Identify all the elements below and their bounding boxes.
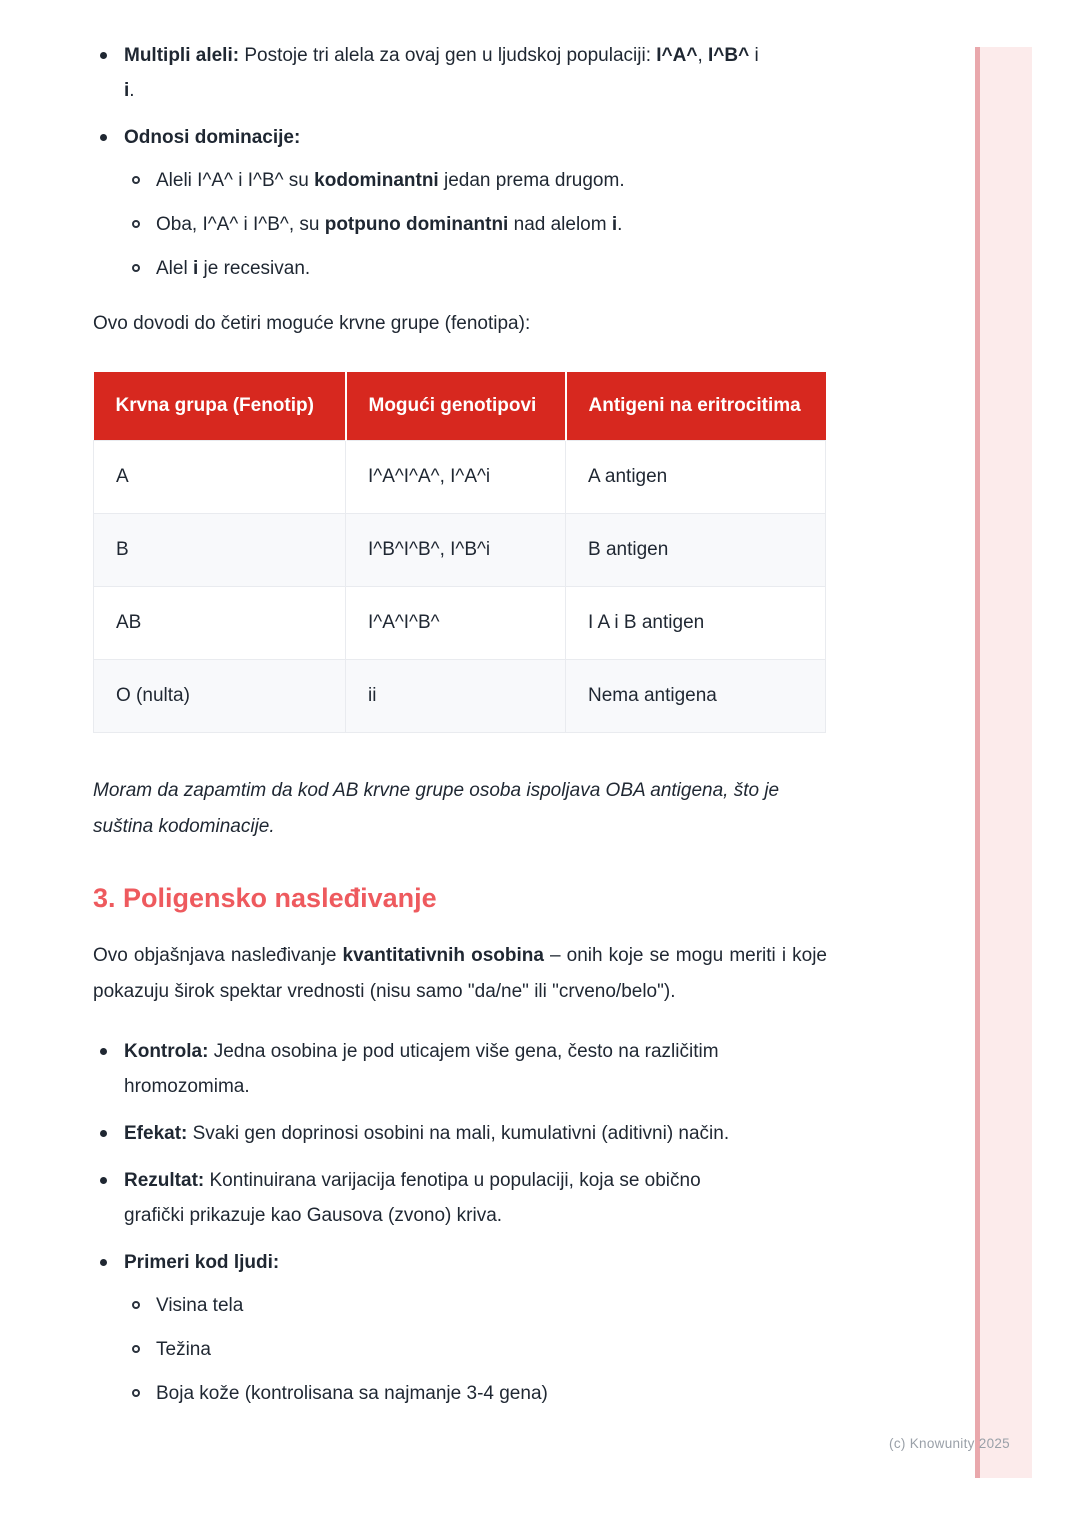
table-cell: I^B^I^B^, I^B^i: [346, 514, 566, 587]
page-edge-accent-bar: [975, 47, 1032, 1478]
sub-list-item-text: Alel i je recesivan.: [156, 258, 311, 279]
sub-list-item: [124, 251, 827, 286]
bullet-marker-icon: [100, 1177, 107, 1184]
bullet-marker-icon: [100, 1048, 107, 1055]
table-row: [94, 514, 826, 587]
list-item: [93, 1116, 827, 1151]
table-cell: O (nulta): [94, 660, 346, 733]
sub-list-item-text: Oba, I^A^ i I^B^, su potpuno dominantni nad alelom i.: [156, 214, 623, 235]
italic-note: Moram da zapamtim da kod AB krvne grupe osoba ispoljava OBA antigena, što je suština kodominacije.: [93, 780, 780, 837]
bullet-marker-icon: [100, 1130, 107, 1137]
bullet-marker-icon: [100, 134, 107, 141]
bullet-list-alleles: [93, 38, 827, 286]
table-cell: AB: [94, 587, 346, 660]
sub-bullet-list-dominance: [124, 163, 827, 286]
table-cell: I^A^I^A^, I^A^i: [346, 441, 566, 514]
table-header-cell: Antigeni na eritrocitima: [566, 372, 826, 441]
table-cell: I A i B antigen: [566, 587, 826, 660]
sub-bullet-marker-icon: [132, 176, 140, 184]
blood-group-table: [93, 372, 826, 733]
table-cell: I^A^I^B^: [346, 587, 566, 660]
polygenic-paragraph: Ovo objašnjava nasleđivanje kvantitativnih osobina – onih koje se mogu meriti i koje pokazuju širok spektar vrednosti (nisu samo "da/ne" ili "crveno/belo").: [93, 945, 827, 1002]
sub-list-item: [124, 207, 827, 242]
list-item-text: Primeri kod ljudi:: [124, 1252, 280, 1273]
section-heading: 3. Poligensko nasleđivanje: [93, 883, 437, 913]
bullet-marker-icon: [100, 52, 107, 59]
table-row: [94, 660, 826, 733]
list-item-text: Kontrola: Jedna osobina je pod uticajem više gena, često na različitim hromozomima.: [124, 1041, 719, 1097]
table-row: [94, 587, 826, 660]
sub-list-item-text: Boja kože (kontrolisana sa najmanje 3-4 gena): [156, 1383, 548, 1404]
table-cell: B antigen: [566, 514, 826, 587]
list-item-text: Multipli aleli: Postoje tri alela za ovaj gen u ljudskoj populaciji: I^A^, I^B^ i i.: [124, 45, 759, 101]
list-item: [93, 1034, 827, 1104]
sub-list-item: [124, 1376, 827, 1411]
sub-list-item-text: Visina tela: [156, 1295, 244, 1316]
bullet-marker-icon: [100, 1259, 107, 1266]
document-content: [93, 38, 827, 1420]
sub-bullet-marker-icon: [132, 1389, 140, 1397]
table-header-cell: Krvna grupa (Fenotip): [94, 372, 346, 441]
table-row: [94, 441, 826, 514]
table-header-cell: Mogući genotipovi: [346, 372, 566, 441]
list-item: [93, 120, 827, 155]
list-item-text: Odnosi dominacije:: [124, 127, 301, 148]
sub-list-item: [124, 1332, 827, 1367]
lead-paragraph: Ovo dovodi do četiri moguće krvne grupe (fenotipa):: [93, 313, 531, 334]
copyright-footer: (c) Knowunity 2025: [889, 1436, 1010, 1451]
sub-bullet-marker-icon: [132, 1301, 140, 1309]
sub-list-item: [124, 163, 827, 198]
list-item-text: Efekat: Svaki gen doprinosi osobini na mali, kumulativni (aditivni) način.: [124, 1123, 730, 1144]
sub-list-item-text: Težina: [156, 1339, 211, 1360]
list-item: [93, 38, 827, 108]
sub-bullet-marker-icon: [132, 1345, 140, 1353]
sub-list-item-text: Aleli I^A^ i I^B^ su kodominantni jedan prema drugom.: [156, 170, 625, 191]
table-cell: ii: [346, 660, 566, 733]
bullet-list-polygenic: [93, 1034, 827, 1411]
sub-bullet-list-examples: [124, 1288, 827, 1411]
table-header-row: [94, 372, 826, 441]
sub-bullet-marker-icon: [132, 220, 140, 228]
list-item: [93, 1163, 827, 1233]
list-item: [93, 1245, 827, 1280]
sub-bullet-marker-icon: [132, 264, 140, 272]
sub-list-item: [124, 1288, 827, 1323]
table-cell: A: [94, 441, 346, 514]
table-cell: A antigen: [566, 441, 826, 514]
table-cell: B: [94, 514, 346, 587]
table-cell: Nema antigena: [566, 660, 826, 733]
list-item-text: Rezultat: Kontinuirana varijacija fenotipa u populaciji, koja se obično grafički prikazuje kao Gausova (zvono) kriva.: [124, 1170, 701, 1226]
